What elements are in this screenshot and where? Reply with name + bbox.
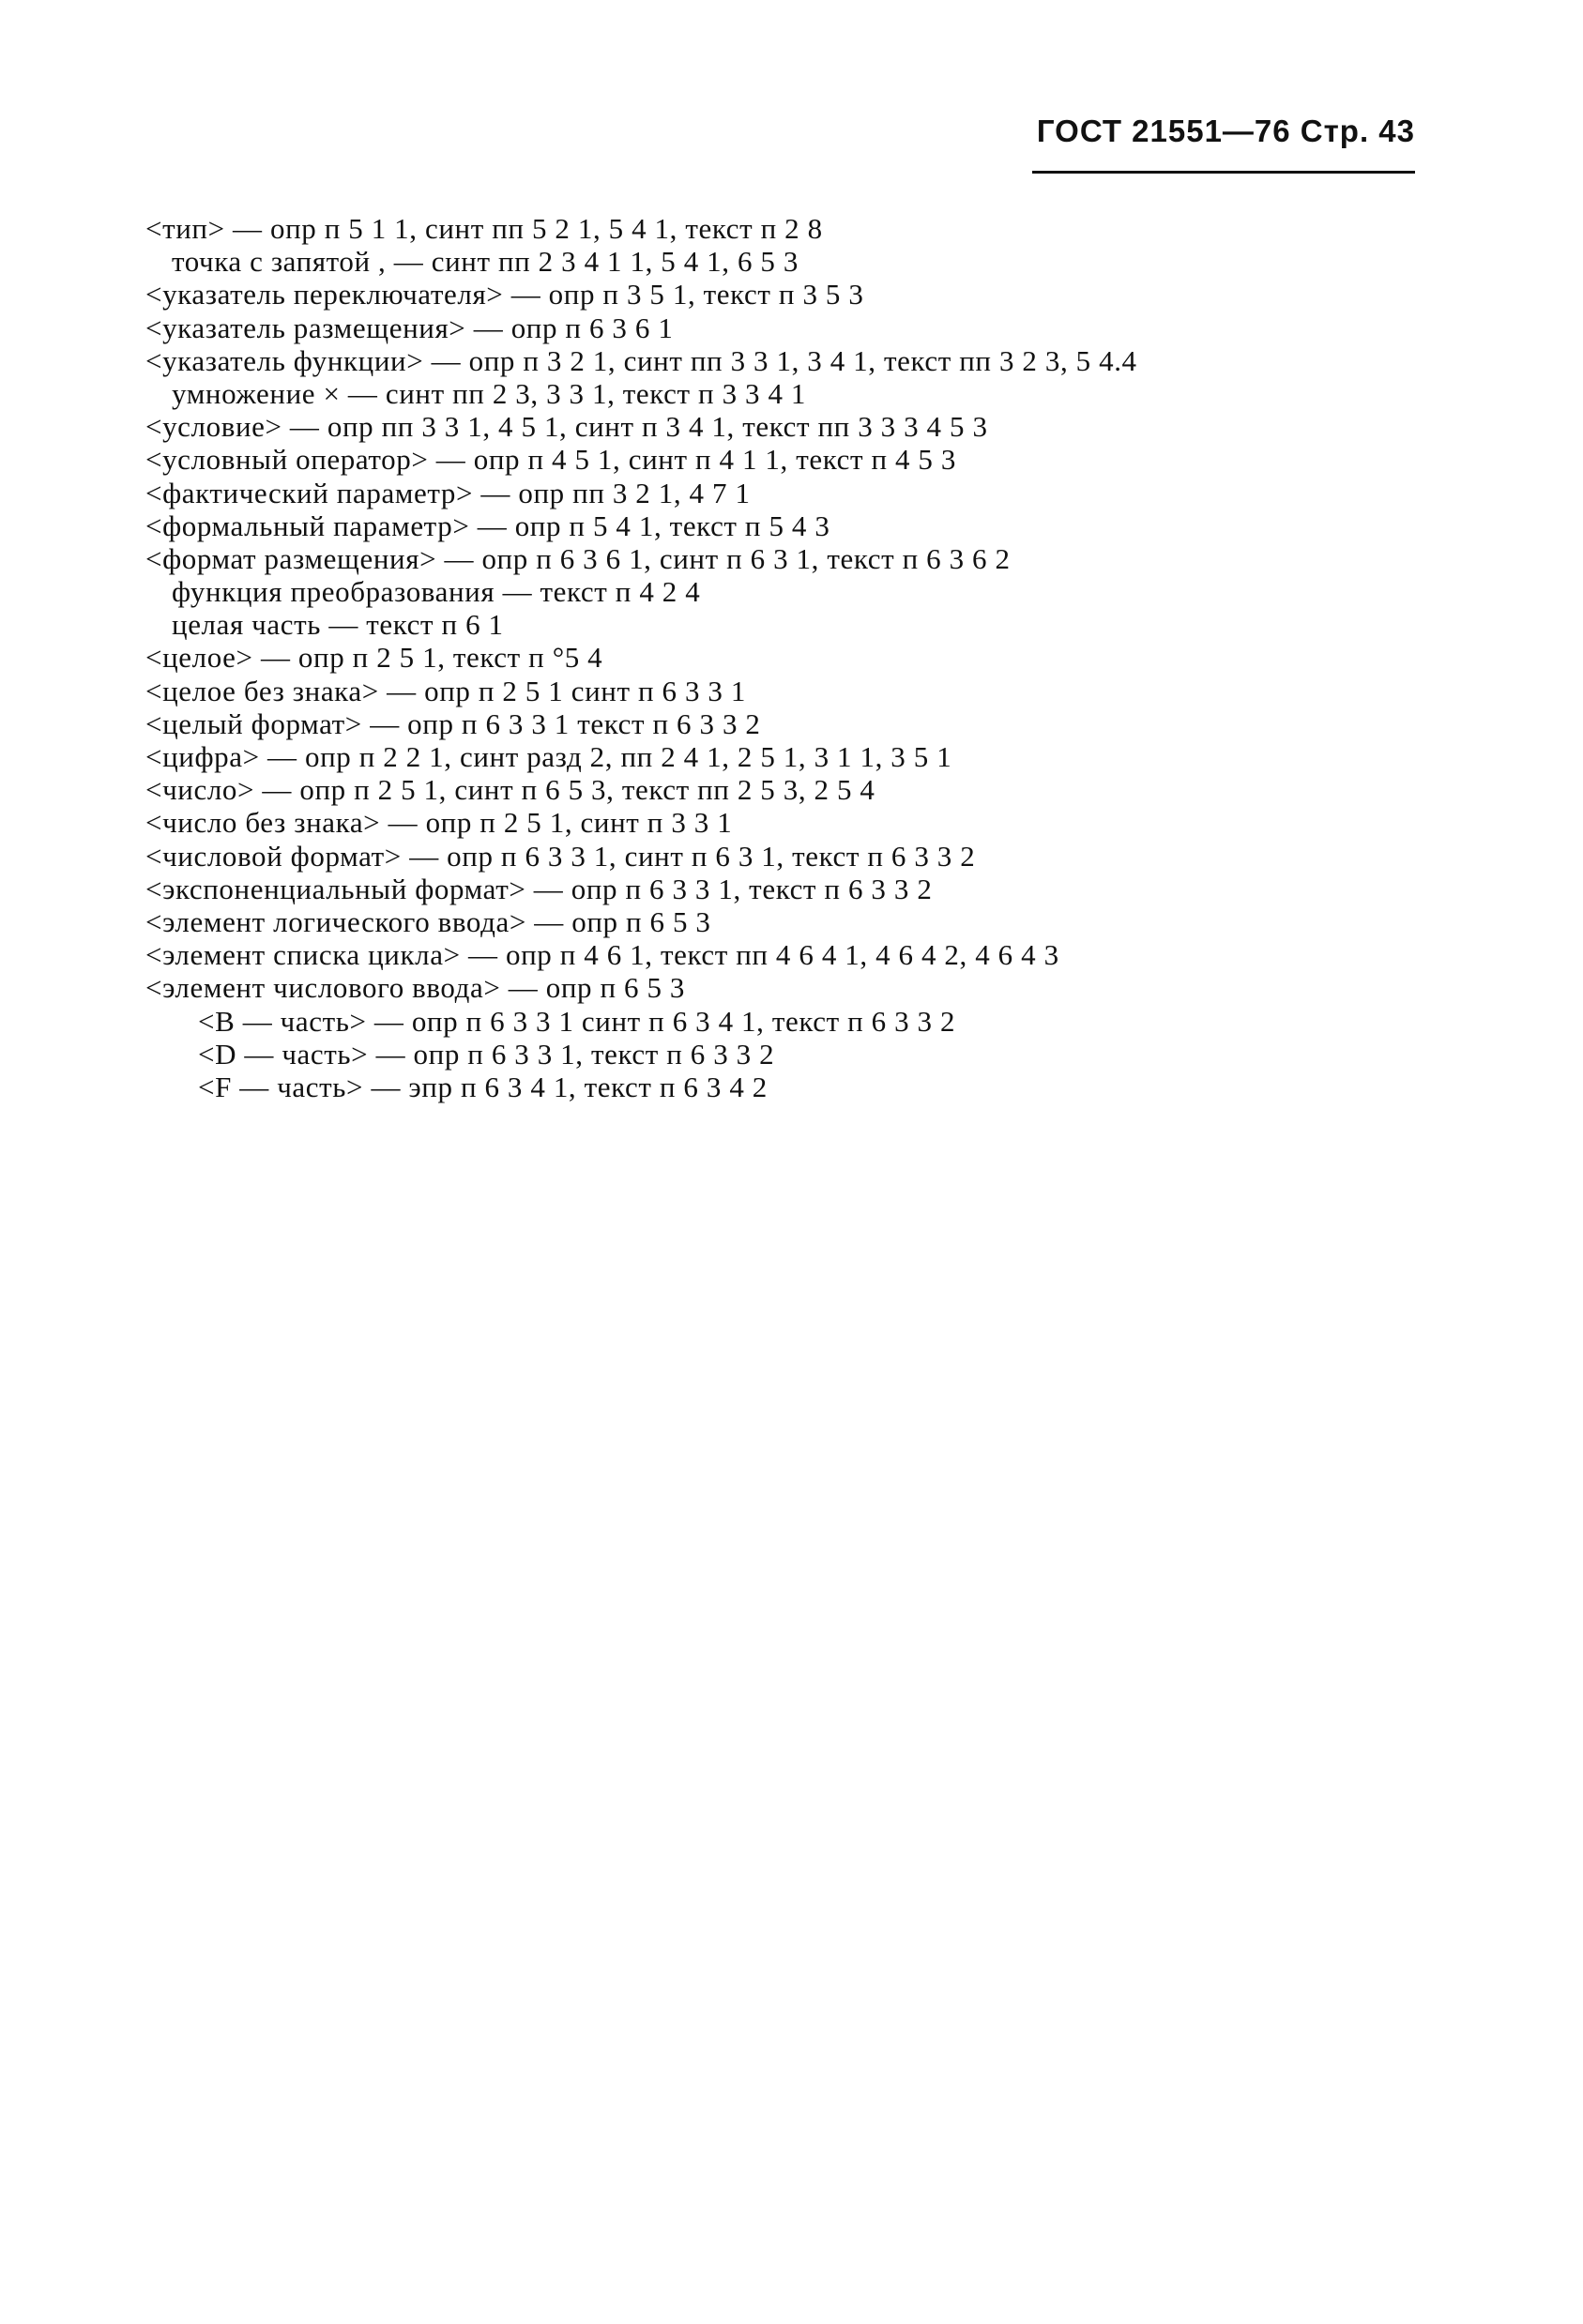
index-entry: <формальный параметр> — опр п 5 4 1, текст п 5 4 3 xyxy=(145,509,830,542)
index-entry: <числовой формат> — опр п 6 3 3 1, синт п 6 3 1, текст п 6 3 3 2 xyxy=(145,839,976,873)
index-entry: <целое> — опр п 2 5 1, текст п °5 4 xyxy=(145,641,603,675)
index-entry: <элемент списка цикла> — опр п 4 6 1, текст пп 4 6 4 1, 4 6 4 2, 4 6 4 3 xyxy=(145,938,1059,972)
index-entry: <условный оператор> — опр п 4 5 1, синт п 4 1 1, текст п 4 5 3 xyxy=(145,443,956,477)
index-entry: функция преобразования — текст п 4 2 4 xyxy=(172,575,701,609)
index-entry: <элемент логического ввода> — опр п 6 5 3 xyxy=(145,904,711,938)
index-entry: <экспоненциальный формат> — опр п 6 3 3 1, текст п 6 3 3 2 xyxy=(145,872,933,905)
index-entry: <указатель переключателя> — опр п 3 5 1, текст п 3 5 3 xyxy=(145,278,864,311)
index-entry: точка с запятой , — синт пп 2 3 4 1 1, 5 4 1, 6 5 3 xyxy=(172,245,799,279)
index-list xyxy=(145,212,1431,1103)
index-entry: <цифра> — опр п 2 2 1, синт разд 2, пп 2 4 1, 2 5 1, 3 1 1, 3 5 1 xyxy=(145,740,952,773)
index-entry: <число без знака> — опр п 2 5 1, синт п 3 3 1 xyxy=(145,806,733,840)
index-entry: <F — часть> — эпр п 6 3 4 1, текст п 6 3 4 2 xyxy=(198,1070,768,1103)
index-entry: <условие> — опр пп 3 3 1, 4 5 1, синт п 3 4 1, текст пп 3 3 3 4 5 3 xyxy=(145,410,988,444)
index-entry: <формат размещения> — опр п 6 3 6 1, синт п 6 3 1, текст п 6 3 6 2 xyxy=(145,541,1011,575)
index-entry: <B — часть> — опр п 6 3 3 1 синт п 6 3 4 1, текст п 6 3 3 2 xyxy=(198,1004,956,1038)
page-title: ГОСТ 21551—76 Стр. 43 xyxy=(1036,114,1415,148)
index-entry: целая часть — текст п 6 1 xyxy=(172,608,504,642)
index-entry: <целое без знака> — опр п 2 5 1 синт п 6 3 3 1 xyxy=(145,674,746,707)
index-entry: <указатель размещения> — опр п 6 3 6 1 xyxy=(145,311,674,344)
index-entry: <D — часть> — опр п 6 3 3 1, текст п 6 3 3 2 xyxy=(198,1037,775,1071)
index-entry: <целый формат> — опр п 6 3 3 1 текст п 6 3 3 2 xyxy=(145,706,761,740)
index-entry: <фактический параметр> — опр пп 3 2 1, 4 7 1 xyxy=(145,476,751,509)
index-entry: умножение × — синт пп 2 3, 3 3 1, текст п 3 3 4 1 xyxy=(172,376,807,410)
page-header xyxy=(1032,111,1415,174)
index-entry: <тип> — опр п 5 1 1, синт пп 5 2 1, 5 4 1, текст п 2 8 xyxy=(145,212,823,245)
index-entry: <указатель функции> — опр п 3 2 1, синт пп 3 3 1, 3 4 1, текст пп 3 2 3, 5 4.4 xyxy=(145,343,1137,377)
index-entry: <число> — опр п 2 5 1, синт п 6 5 3, текст пп 2 5 3, 2 5 4 xyxy=(145,773,875,807)
index-entry: <элемент числового ввода> — опр п 6 5 3 xyxy=(145,971,686,1005)
